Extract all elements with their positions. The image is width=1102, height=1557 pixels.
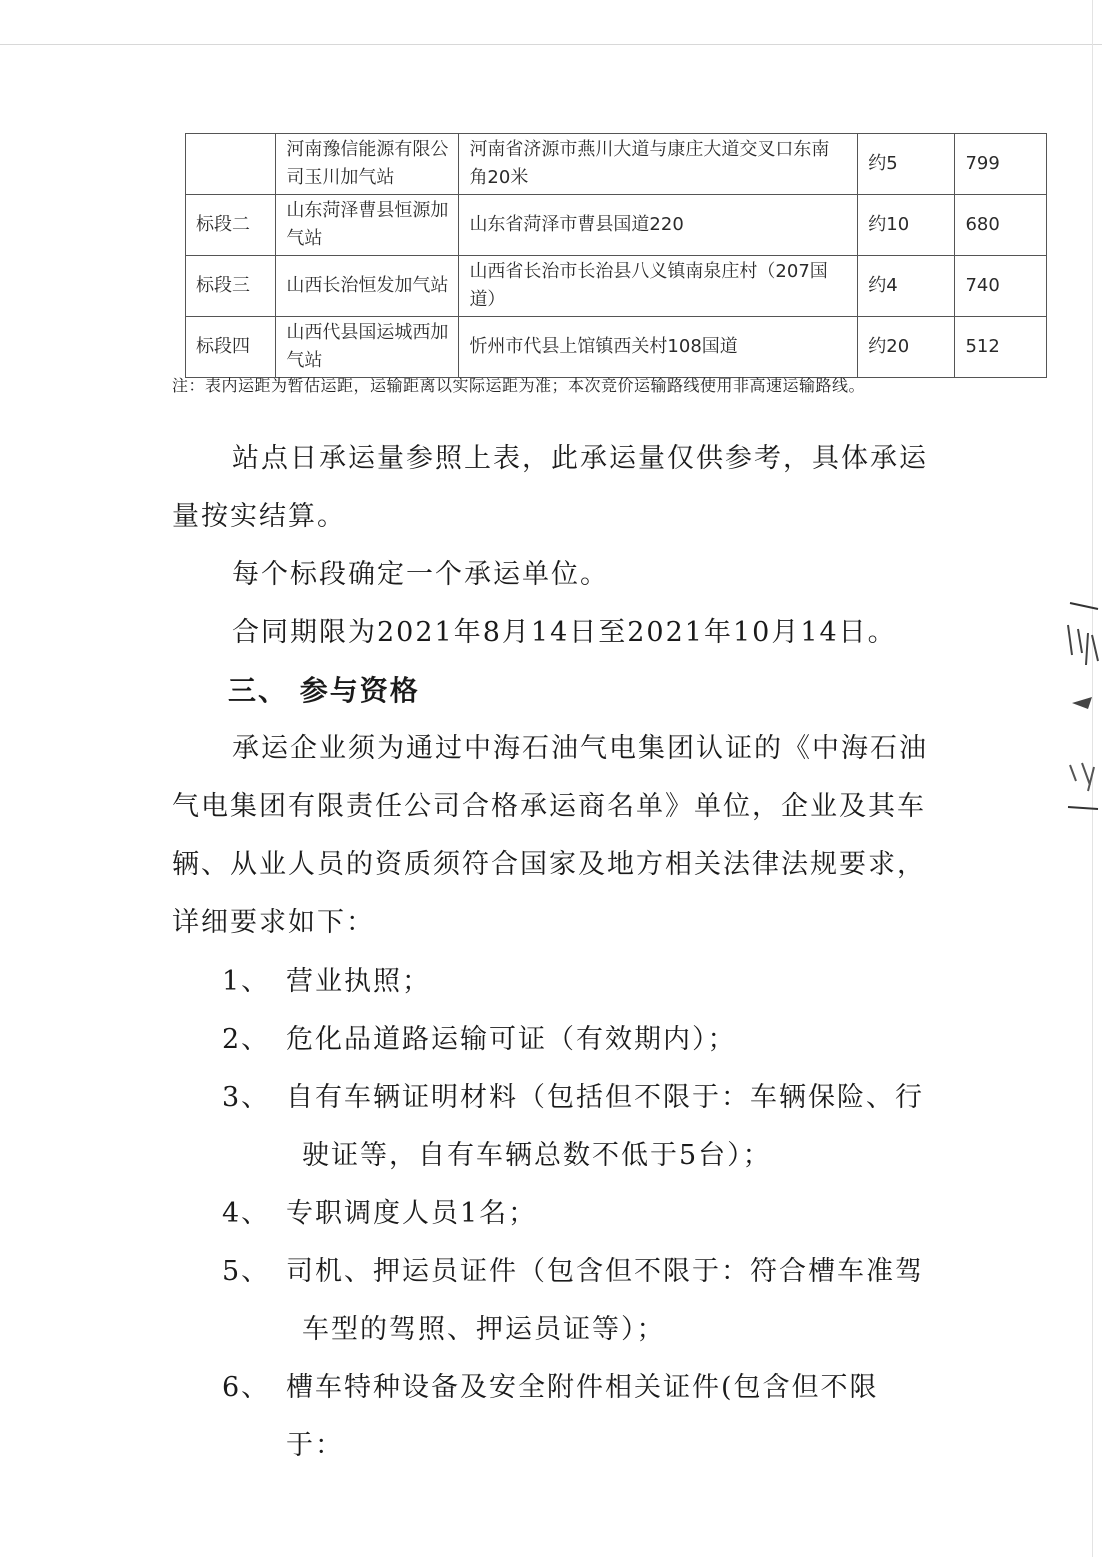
- table-row: [186, 195, 1047, 256]
- distance-cell: 约20: [858, 317, 955, 378]
- binding-seal-fragment: [1062, 595, 1102, 820]
- section-heading: 三、 参与资格: [228, 674, 420, 707]
- segment-table: [185, 133, 1047, 378]
- item-number: 6、: [222, 1372, 271, 1403]
- volume-reference-paragraph: 站点日承运量参照上表，此承运量仅供参考，具体承运量按实结算。: [172, 443, 928, 532]
- table-note: 注：表内运距为暂估运距，运输距离以实际运距为准；本次竞价运输路线使用非高速运输路线。: [172, 376, 866, 395]
- station-cell: 山东菏泽曹县恒源加气站: [276, 195, 459, 256]
- station-cell: 山西代县国运城西加气站: [276, 317, 459, 378]
- item-number: 5、: [222, 1256, 271, 1287]
- table-row: [186, 256, 1047, 317]
- scan-edge-line: [0, 44, 1102, 45]
- item-text: 自有车辆证明材料（包括但不限于：车辆保险、行: [286, 1082, 924, 1113]
- address-cell: 山东省菏泽市曹县国道220: [459, 195, 858, 256]
- item-number: 4、: [222, 1198, 271, 1229]
- item-text-continued: 驶证等，自有车辆总数不低于5台）；: [302, 1140, 772, 1171]
- one-unit-paragraph: 每个标段确定一个承运单位。: [232, 559, 609, 590]
- distance-cell: 约5: [858, 134, 955, 195]
- segment-cell: 标段三: [186, 256, 276, 317]
- item-text: 营业执照；: [286, 966, 431, 997]
- volume-cell: 680: [955, 195, 1047, 256]
- segment-cell: 标段二: [186, 195, 276, 256]
- address-cell: 山西省长治市长治县八义镇南泉庄村（207国道）: [459, 256, 858, 317]
- station-cell: 山西长治恒发加气站: [276, 256, 459, 317]
- item-text: 槽车特种设备及安全附件相关证件(包含但不限于：: [286, 1372, 879, 1461]
- qualification-paragraph: 承运企业须为通过中海石油气电集团认证的《中海石油气电集团有限责任公司合格承运商名单》单位，企业及其车辆、从业人员的资质须符合国家及地方相关法律法规要求，详细要求如下：: [172, 733, 928, 938]
- address-cell: 忻州市代县上馆镇西关村108国道: [459, 317, 858, 378]
- table-row: [186, 134, 1047, 195]
- list-item: [222, 1069, 942, 1185]
- distance-cell: 约10: [858, 195, 955, 256]
- item-text: 专职调度人员1名；: [286, 1198, 538, 1229]
- list-item: [222, 1359, 942, 1461]
- list-item: [222, 1243, 942, 1359]
- contract-term-paragraph: 合同期限为2021年8月14日至2021年10月14日。: [232, 617, 897, 648]
- list-item: [222, 1185, 942, 1243]
- item-text-continued: 车型的驾照、押运员证等）；: [302, 1314, 666, 1345]
- list-item: [222, 1011, 942, 1069]
- address-cell: 河南省济源市燕川大道与康庄大道交叉口东南角20米: [459, 134, 858, 195]
- volume-cell: 740: [955, 256, 1047, 317]
- item-number: 3、: [222, 1082, 271, 1113]
- station-cell: 河南豫信能源有限公司玉川加气站: [276, 134, 459, 195]
- item-number: 2、: [222, 1024, 271, 1055]
- volume-cell: 799: [955, 134, 1047, 195]
- item-text: 危化品道路运输可证（有效期内）；: [286, 1024, 737, 1055]
- segment-cell: [186, 134, 276, 195]
- volume-cell: 512: [955, 317, 1047, 378]
- segment-cell: 标段四: [186, 317, 276, 378]
- list-item: [222, 953, 942, 1011]
- distance-cell: 约4: [858, 256, 955, 317]
- item-number: 1、: [222, 966, 271, 997]
- item-text: 司机、押运员证件（包含但不限于：符合槽车准驾: [286, 1256, 924, 1287]
- table-row: [186, 317, 1047, 378]
